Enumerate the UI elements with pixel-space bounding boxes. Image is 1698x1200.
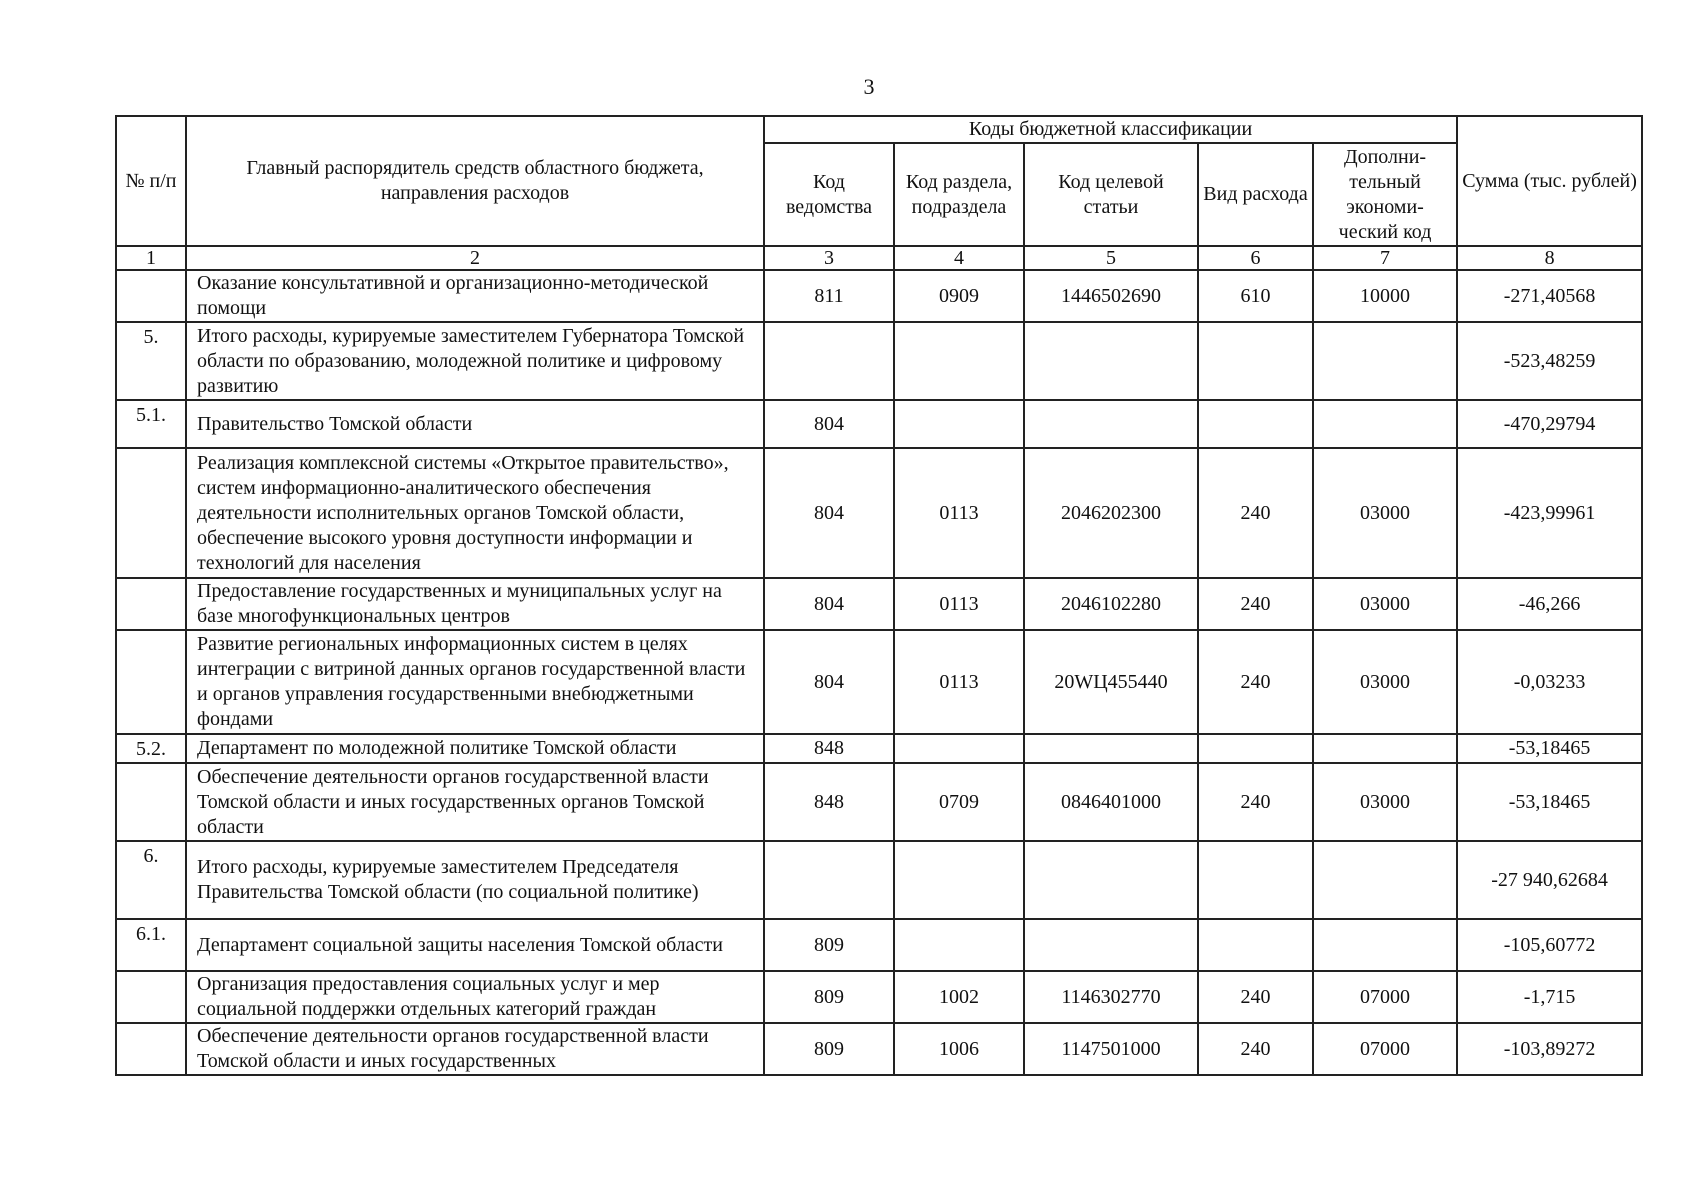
row-section-code: 0113 (894, 448, 1024, 578)
row-target-code: 2046202300 (1024, 448, 1198, 578)
row-name: Департамент по молодежной политике Томской области (186, 734, 764, 763)
row-name: Обеспечение деятельности органов государственной власти Томской области и иных государственных органов Томской области (186, 763, 764, 841)
row-number (116, 270, 186, 322)
row-target-code: 20WЦ455440 (1024, 630, 1198, 734)
row-econ-code (1313, 919, 1457, 971)
row-number: 5. (116, 322, 186, 400)
row-number (116, 971, 186, 1023)
row-econ-code: 03000 (1313, 578, 1457, 630)
row-dept-code: 848 (764, 734, 894, 763)
column-index: 7 (1313, 246, 1457, 270)
row-number: 6. (116, 841, 186, 919)
row-name: Оказание консультативной и организационно-методической помощи (186, 270, 764, 322)
header-target-code: Код целевой статьи (1024, 143, 1198, 246)
row-amount: -1,715 (1457, 971, 1642, 1023)
column-index: 5 (1024, 246, 1198, 270)
row-section-code (894, 400, 1024, 448)
row-section-code (894, 734, 1024, 763)
row-name: Реализация комплексной системы «Открытое правительство», систем информационно-аналитического обеспечения деятельности исполнительных органов Томской области, обеспечение высокого уровня доступности информации и технологий для населения (186, 448, 764, 578)
column-index: 8 (1457, 246, 1642, 270)
row-amount: -523,48259 (1457, 322, 1642, 400)
row-number: 5.2. (116, 734, 186, 763)
row-dept-code: 804 (764, 400, 894, 448)
row-econ-code (1313, 400, 1457, 448)
table-body (116, 246, 1642, 1075)
row-expense-type (1198, 919, 1313, 971)
row-section-code: 0113 (894, 630, 1024, 734)
row-dept-code (764, 322, 894, 400)
page-number: 3 (863, 74, 875, 99)
table-row (116, 400, 1642, 448)
row-dept-code: 848 (764, 763, 894, 841)
row-target-code: 0846401000 (1024, 763, 1198, 841)
row-econ-code: 03000 (1313, 630, 1457, 734)
row-dept-code: 809 (764, 971, 894, 1023)
table-row (116, 448, 1642, 578)
row-section-code: 0909 (894, 270, 1024, 322)
header-row-top (116, 116, 1642, 143)
header-codes-group: Коды бюджетной классификации (764, 116, 1457, 143)
row-expense-type: 240 (1198, 971, 1313, 1023)
row-expense-type (1198, 841, 1313, 919)
header-section-code: Код раздела, подраздела (894, 143, 1024, 246)
table-row (116, 919, 1642, 971)
row-amount: -423,99961 (1457, 448, 1642, 578)
row-target-code: 1446502690 (1024, 270, 1198, 322)
row-expense-type: 240 (1198, 1023, 1313, 1075)
row-name: Организация предоставления социальных услуг и мер социальной поддержки отдельных категорий граждан (186, 971, 764, 1023)
row-dept-code: 811 (764, 270, 894, 322)
table-row (116, 763, 1642, 841)
header-dept-code: Код ведомства (764, 143, 894, 246)
row-expense-type: 240 (1198, 448, 1313, 578)
header-expense-type: Вид расхода (1198, 143, 1313, 246)
row-target-code: 1147501000 (1024, 1023, 1198, 1075)
table-row (116, 630, 1642, 734)
row-amount: -46,266 (1457, 578, 1642, 630)
table-row (116, 1023, 1642, 1075)
row-expense-type: 240 (1198, 763, 1313, 841)
row-section-code: 1002 (894, 971, 1024, 1023)
row-target-code (1024, 841, 1198, 919)
row-target-code (1024, 322, 1198, 400)
row-number (116, 578, 186, 630)
row-number: 5.1. (116, 400, 186, 448)
row-target-code: 2046102280 (1024, 578, 1198, 630)
column-index: 4 (894, 246, 1024, 270)
row-target-code (1024, 734, 1198, 763)
row-section-code: 0113 (894, 578, 1024, 630)
row-expense-type (1198, 400, 1313, 448)
row-target-code (1024, 919, 1198, 971)
row-number (116, 448, 186, 578)
row-econ-code: 07000 (1313, 1023, 1457, 1075)
row-dept-code: 804 (764, 630, 894, 734)
row-expense-type: 240 (1198, 578, 1313, 630)
column-index: 3 (764, 246, 894, 270)
row-dept-code (764, 841, 894, 919)
row-econ-code: 03000 (1313, 448, 1457, 578)
row-dept-code: 809 (764, 1023, 894, 1075)
row-econ-code: 07000 (1313, 971, 1457, 1023)
row-section-code (894, 322, 1024, 400)
row-section-code (894, 841, 1024, 919)
row-number (116, 1023, 186, 1075)
table-row (116, 971, 1642, 1023)
row-amount: -53,18465 (1457, 763, 1642, 841)
row-amount: -103,89272 (1457, 1023, 1642, 1075)
table-row (116, 841, 1642, 919)
row-amount: -0,03233 (1457, 630, 1642, 734)
row-name: Итого расходы, курируемые заместителем Губернатора Томской области по образованию, молодежной политике и цифровому развитию (186, 322, 764, 400)
table-row (116, 322, 1642, 400)
row-target-code: 1146302770 (1024, 971, 1198, 1023)
row-amount: -53,18465 (1457, 734, 1642, 763)
row-name: Предоставление государственных и муниципальных услуг на базе многофункциональных центров (186, 578, 764, 630)
row-name: Обеспечение деятельности органов государственной власти Томской области и иных государственных (186, 1023, 764, 1075)
header-name: Главный распорядитель средств областного бюджета, направления расходов (186, 116, 764, 246)
column-index: 6 (1198, 246, 1313, 270)
table-row (116, 734, 1642, 763)
row-dept-code: 804 (764, 448, 894, 578)
row-target-code (1024, 400, 1198, 448)
row-expense-type (1198, 322, 1313, 400)
row-section-code: 1006 (894, 1023, 1024, 1075)
row-dept-code: 804 (764, 578, 894, 630)
row-name: Итого расходы, курируемые заместителем Председателя Правительства Томской области (по социальной политике) (186, 841, 764, 919)
column-index: 2 (186, 246, 764, 270)
header-amount: Сумма (тыс. рублей) (1457, 116, 1642, 246)
column-index: 1 (116, 246, 186, 270)
row-amount: -105,60772 (1457, 919, 1642, 971)
row-number (116, 763, 186, 841)
header-num: № п/п (116, 116, 186, 246)
row-expense-type (1198, 734, 1313, 763)
row-section-code (894, 919, 1024, 971)
row-expense-type: 240 (1198, 630, 1313, 734)
budget-table (115, 115, 1643, 1076)
row-econ-code (1313, 734, 1457, 763)
row-number (116, 630, 186, 734)
row-section-code: 0709 (894, 763, 1024, 841)
row-amount: -470,29794 (1457, 400, 1642, 448)
row-name: Департамент социальной защиты населения Томской области (186, 919, 764, 971)
row-dept-code: 809 (764, 919, 894, 971)
row-number: 6.1. (116, 919, 186, 971)
row-amount: -27 940,62684 (1457, 841, 1642, 919)
row-econ-code (1313, 322, 1457, 400)
row-name: Развитие региональных информационных систем в целях интеграции с витриной данных органов государственной власти и органов управления государственными внебюджетными фондами (186, 630, 764, 734)
table-row (116, 578, 1642, 630)
header-econ-code: Дополни-тельный экономи-ческий код (1313, 143, 1457, 246)
row-econ-code: 03000 (1313, 763, 1457, 841)
row-econ-code (1313, 841, 1457, 919)
row-econ-code: 10000 (1313, 270, 1457, 322)
row-expense-type: 610 (1198, 270, 1313, 322)
row-name: Правительство Томской области (186, 400, 764, 448)
table-row (116, 270, 1642, 322)
row-amount: -271,40568 (1457, 270, 1642, 322)
column-index-row (116, 246, 1642, 270)
